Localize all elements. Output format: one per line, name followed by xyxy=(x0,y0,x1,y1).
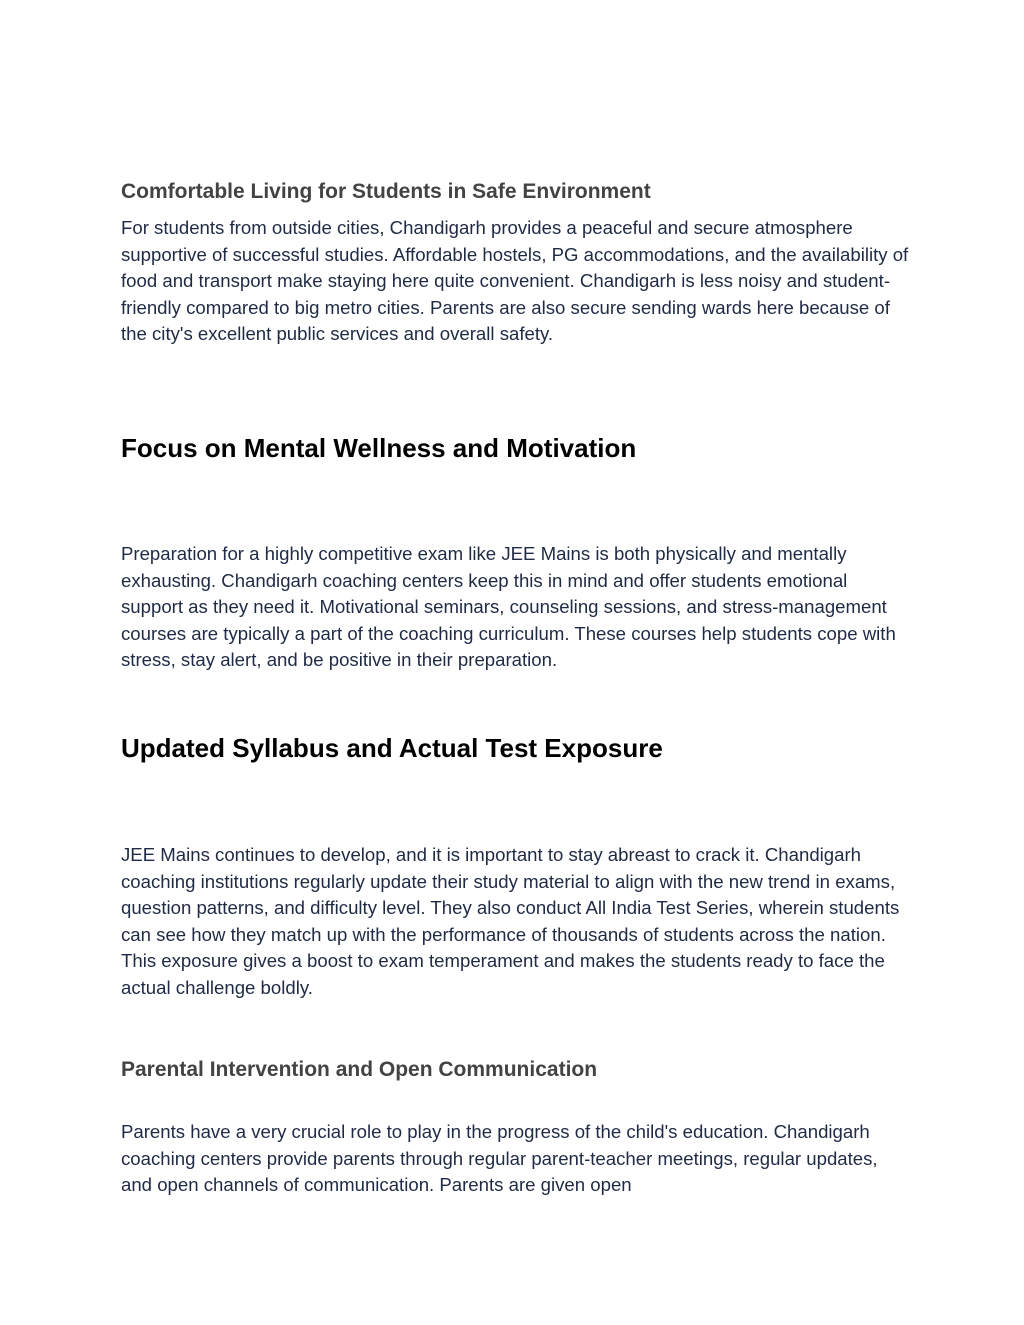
section-body-mental-wellness: Preparation for a highly competitive exam like JEE Mains is both physically and mentally exhausting. Chandigarh coaching centers keep this in mind and offer students emotional support as they need it. Motivational seminars, counseling sessions, and stress-management courses are typically a part of the coaching curriculum. These courses help students cope with stress, stay alert, and be positive in their preparation. xyxy=(121,543,896,671)
section-body-parental-intervention: Parents have a very crucial role to play in the progress of the child's education. Chandigarh coaching centers provide parents through regular parent-teacher meetings, regular updates, and open channels of communication. Parents are given open xyxy=(121,1121,878,1196)
section-heading-comfortable-living: Comfortable Living for Students in Safe Environment xyxy=(121,180,651,203)
section-body-comfortable-living: For students from outside cities, Chandigarh provides a peaceful and secure atmosphere supportive of successful studies. Affordable hostels, PG accommodations, and the availability of food and transport make staying here quite convenient. Chandigarh is less noisy and student-friendly compared to big metro cities. Parents are also secure sending wards here because of the city's excellent public services and overall safety. xyxy=(121,217,909,345)
section-heading-mental-wellness: Focus on Mental Wellness and Motivation xyxy=(121,433,637,463)
section-heading-updated-syllabus: Updated Syllabus and Actual Test Exposure xyxy=(121,733,663,763)
section-body-updated-syllabus: JEE Mains continues to develop, and it is important to stay abreast to crack it. Chandigarh coaching institutions regularly update their study material to align with the new trend in exams, question patterns, and difficulty level. They also conduct All India Test Series, wherein students can see how they match up with the performance of thousands of students across the nation. This exposure gives a boost to exam temperament and makes the students ready to face the actual challenge boldly. xyxy=(121,844,900,998)
section-heading-parental-intervention: Parental Intervention and Open Communication xyxy=(121,1058,598,1081)
